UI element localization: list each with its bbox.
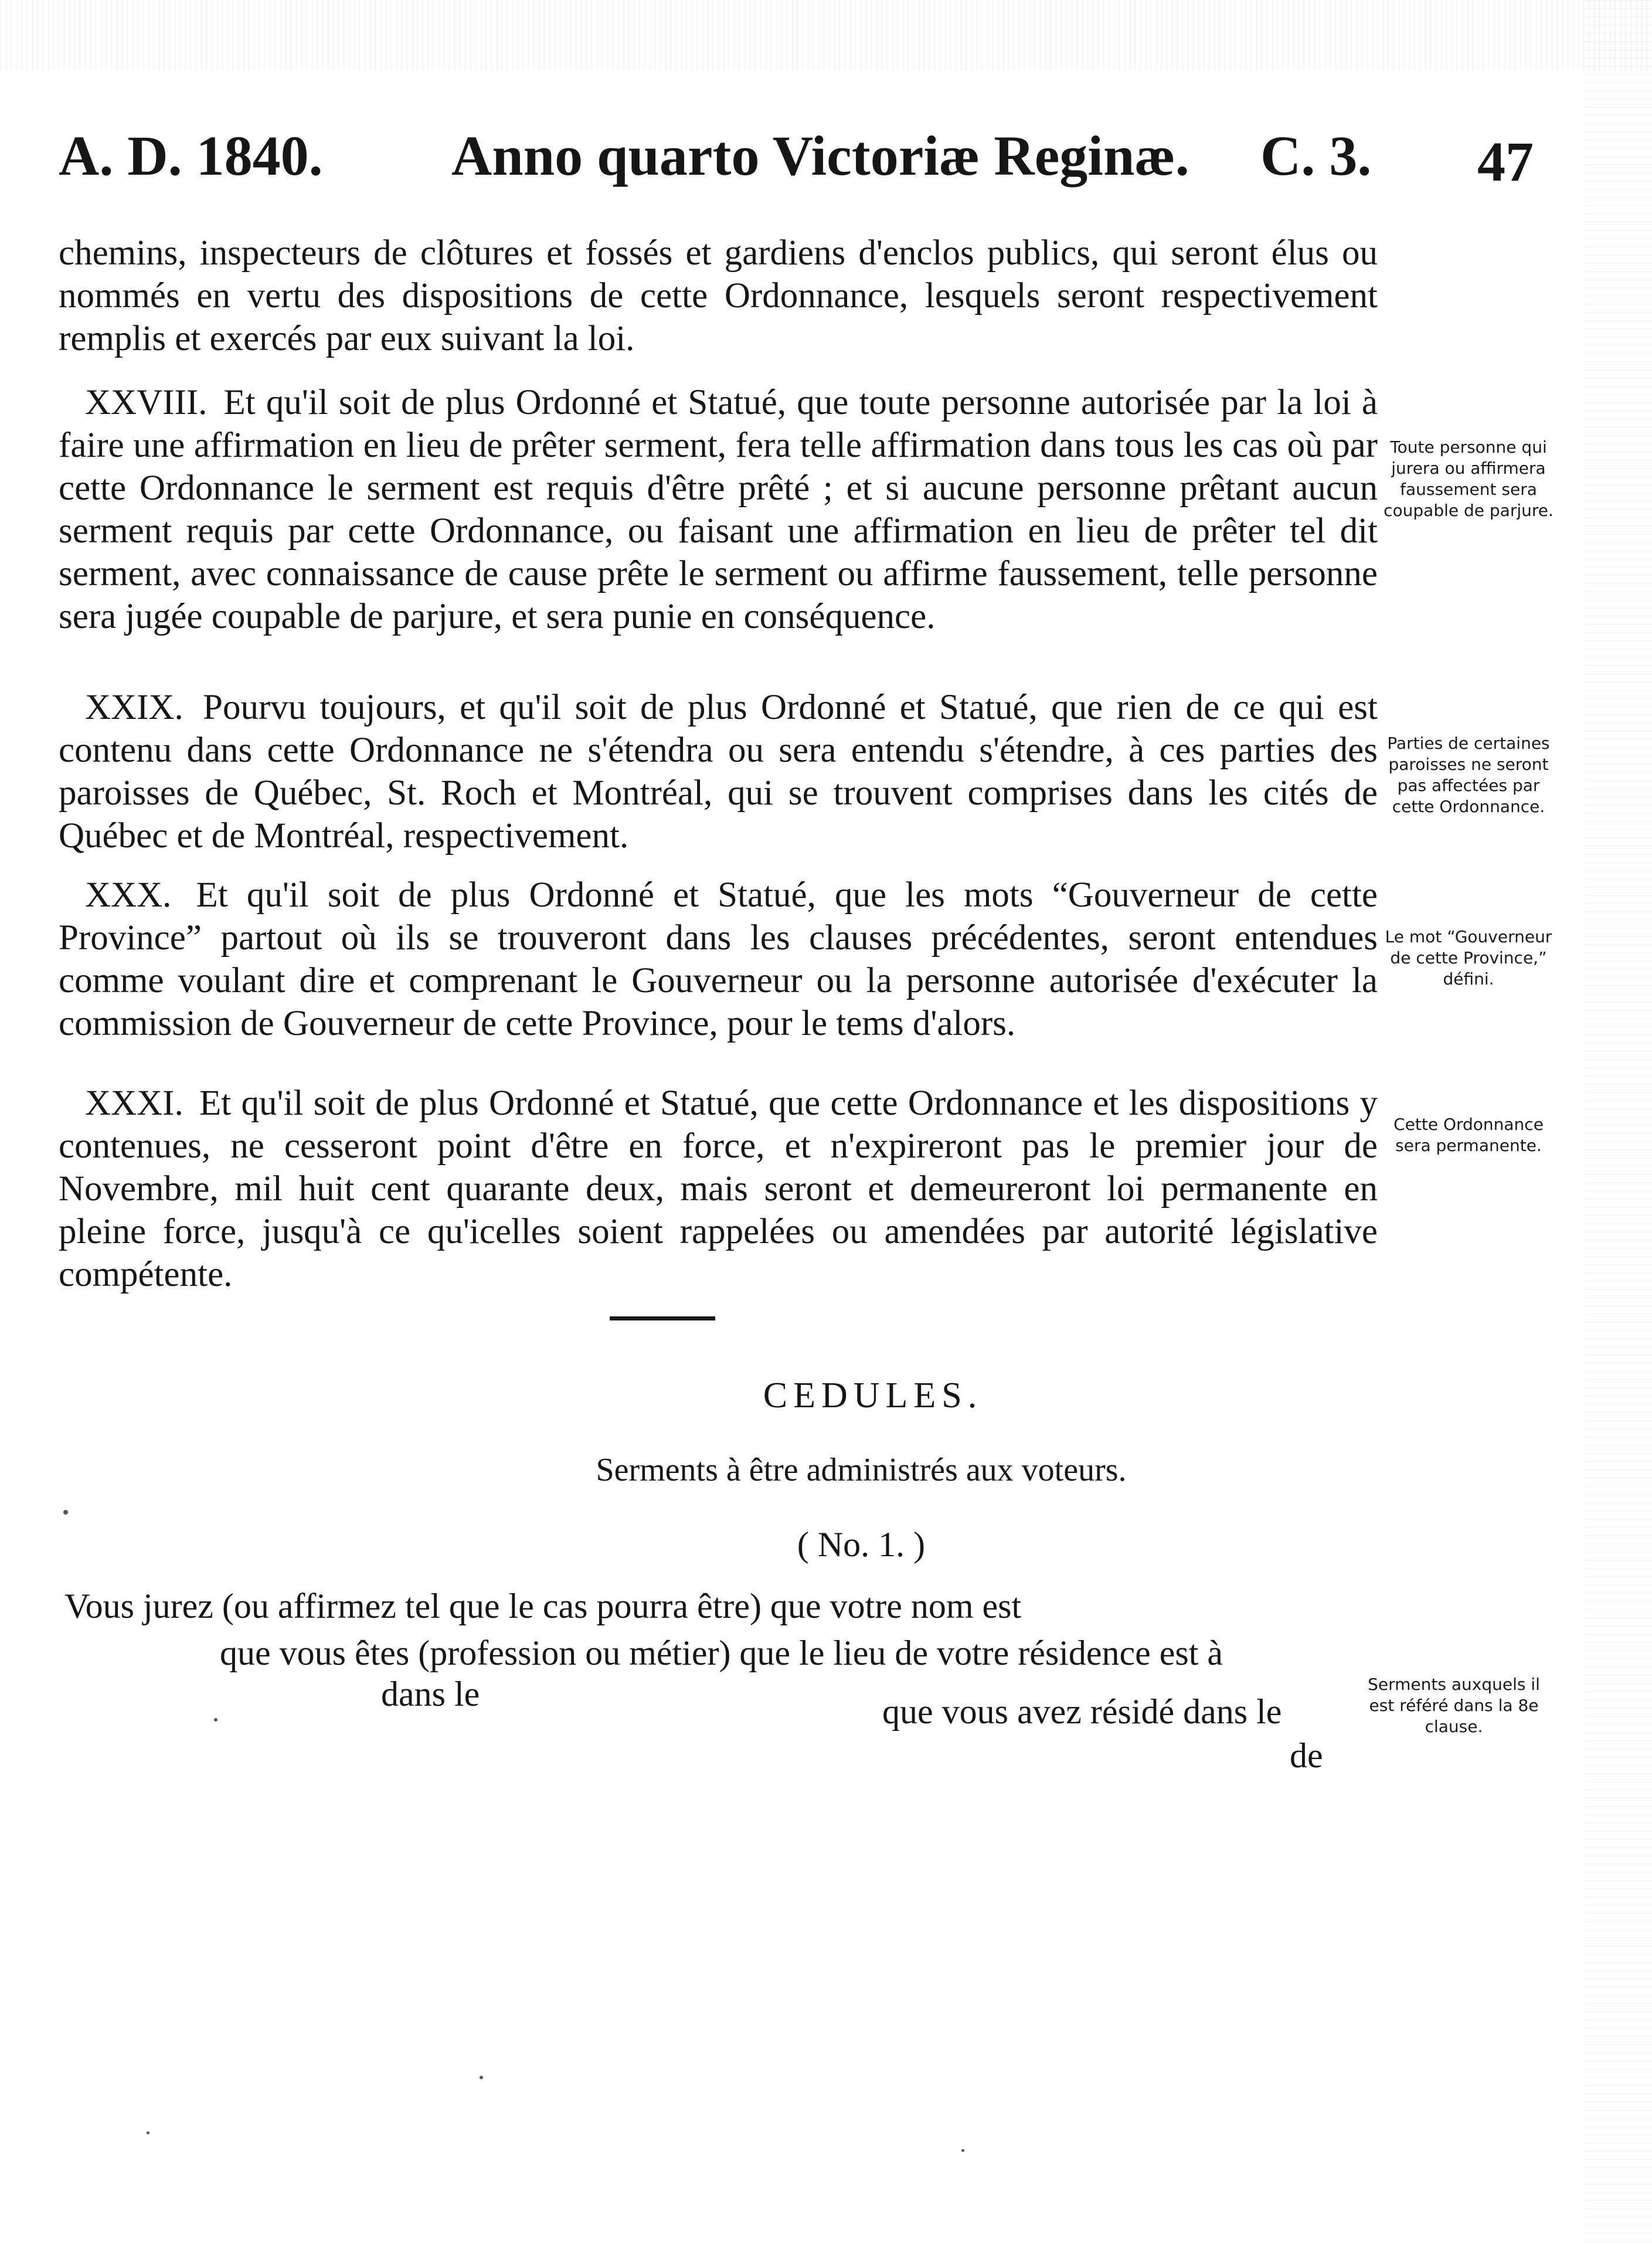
section-divider bbox=[610, 1316, 715, 1320]
oath-line: Vous jurez (ou affirmez tel que le cas pourra être) que votre nom est bbox=[64, 1587, 1022, 1625]
schedule-number: ( No. 1. ) bbox=[797, 1525, 926, 1564]
ink-speck bbox=[214, 1718, 217, 1722]
marginal-note-perjury: Toute personne qui jurera ou affirmera faussement sera coupable de parjure. bbox=[1384, 437, 1554, 520]
paragraph-text: Et qu'il soit de plus Ordonné et Statué, que les mots “Gouverneur de cette Province” partout où ils se trouveront dans les clauses précédentes, seront entendues comme voulant dire et comprenant le Gouverneur ou la personne autorisée d'exécuter la commission de Gouverneur de cette Province, pour le tems d'alors. bbox=[59, 875, 1378, 1043]
oath-line: de bbox=[1290, 1736, 1323, 1775]
paragraph-text: chemins, inspecteurs de clôtures et fossés et gardiens d'enclos publics, qui seront élus ou nommés en vertu des dispositions de cette Ordonnance, lesquels seront respectivement remplis et exercés par eux suivant la loi. bbox=[59, 233, 1378, 358]
marginal-note-parishes: Parties de certaines paroisses ne seront pas affectées par cette Ordonnance. bbox=[1387, 734, 1550, 816]
schedules-subtitle: Serments à être administrés aux voteurs. bbox=[596, 1452, 1127, 1488]
paragraph-text: Et qu'il soit de plus Ordonné et Statué, que toute personne autorisée par la loi à faire une affirmation en lieu de prêter serment, fera telle affirmation dans tous les cas où par cette Ordonnance le serment est requis d'être prêté ; et si aucune personne prêtant aucun serment requis par cette Ordonnance, ou faisant une affirmation en lieu de prêter tel dit serment, avec connaissance de cause prête le serment ou affirme faussement, telle personne sera jugée coupable de parjure, et sera punie en conséquence. bbox=[59, 383, 1378, 636]
scan-noise-top bbox=[0, 0, 1652, 70]
ink-speck bbox=[147, 2131, 149, 2134]
ink-speck bbox=[961, 2149, 964, 2152]
section-number: XXVIII. bbox=[85, 383, 208, 422]
page-number: 47 bbox=[1477, 130, 1534, 193]
ink-speck bbox=[480, 2076, 483, 2079]
section-number: XXX. bbox=[85, 875, 172, 915]
section-number: XXXI. bbox=[85, 1084, 183, 1123]
oath-line: que vous avez résidé dans le bbox=[882, 1692, 1282, 1731]
running-header bbox=[0, 123, 1652, 205]
marginal-note-permanent: Cette Ordonnance sera permanente. bbox=[1393, 1115, 1544, 1155]
paragraph-xxxi bbox=[59, 1082, 1378, 1296]
paragraph-continuation bbox=[59, 232, 1378, 360]
paragraph-xxix bbox=[59, 686, 1378, 857]
paragraph-xxx bbox=[59, 874, 1378, 1045]
header-title: Anno quarto Victoriæ Reginæ. bbox=[451, 124, 1189, 187]
oath-line: dans le bbox=[381, 1675, 480, 1713]
paragraph-xxviii bbox=[59, 381, 1378, 638]
schedules-heading: CEDULES. bbox=[763, 1376, 983, 1415]
scan-noise-right bbox=[1583, 0, 1652, 2244]
marginal-note-oaths: Serments auxquels il est référé dans la 8e clause. bbox=[1368, 1675, 1540, 1736]
ink-speck bbox=[63, 1510, 68, 1515]
oath-line: que vous êtes (profession ou métier) que le lieu de votre résidence est à bbox=[220, 1634, 1223, 1672]
header-chapter: C. 3. bbox=[1260, 124, 1372, 187]
paragraph-text: Pourvu toujours, et qu'il soit de plus Ordonné et Statué, que rien de ce qui est contenu dans cette Ordonnance ne s'étendra ou sera entendu s'étendre, à ces parties des paroisses de Québec, St. Roch et Montréal, qui se trouvent comprises dans les cités de Québec et de Montréal, respectivement. bbox=[59, 688, 1378, 855]
paragraph-text: Et qu'il soit de plus Ordonné et Statué, que cette Ordonnance et les dispositions y contenues, ne cesseront point d'être en force, et n'expireront pas le premier jour de Novembre, mil huit cent quarante deux, mais seront et demeureront loi permanente en pleine force, jusqu'à ce qu'icelles soient rappelées ou amendées par autorité législative compétente. bbox=[59, 1084, 1378, 1294]
marginal-note-governor: Le mot “Gouverneur de cette Province,” défini. bbox=[1385, 927, 1552, 989]
header-year: A. D. 1840. bbox=[59, 124, 323, 187]
section-number: XXIX. bbox=[85, 688, 183, 727]
